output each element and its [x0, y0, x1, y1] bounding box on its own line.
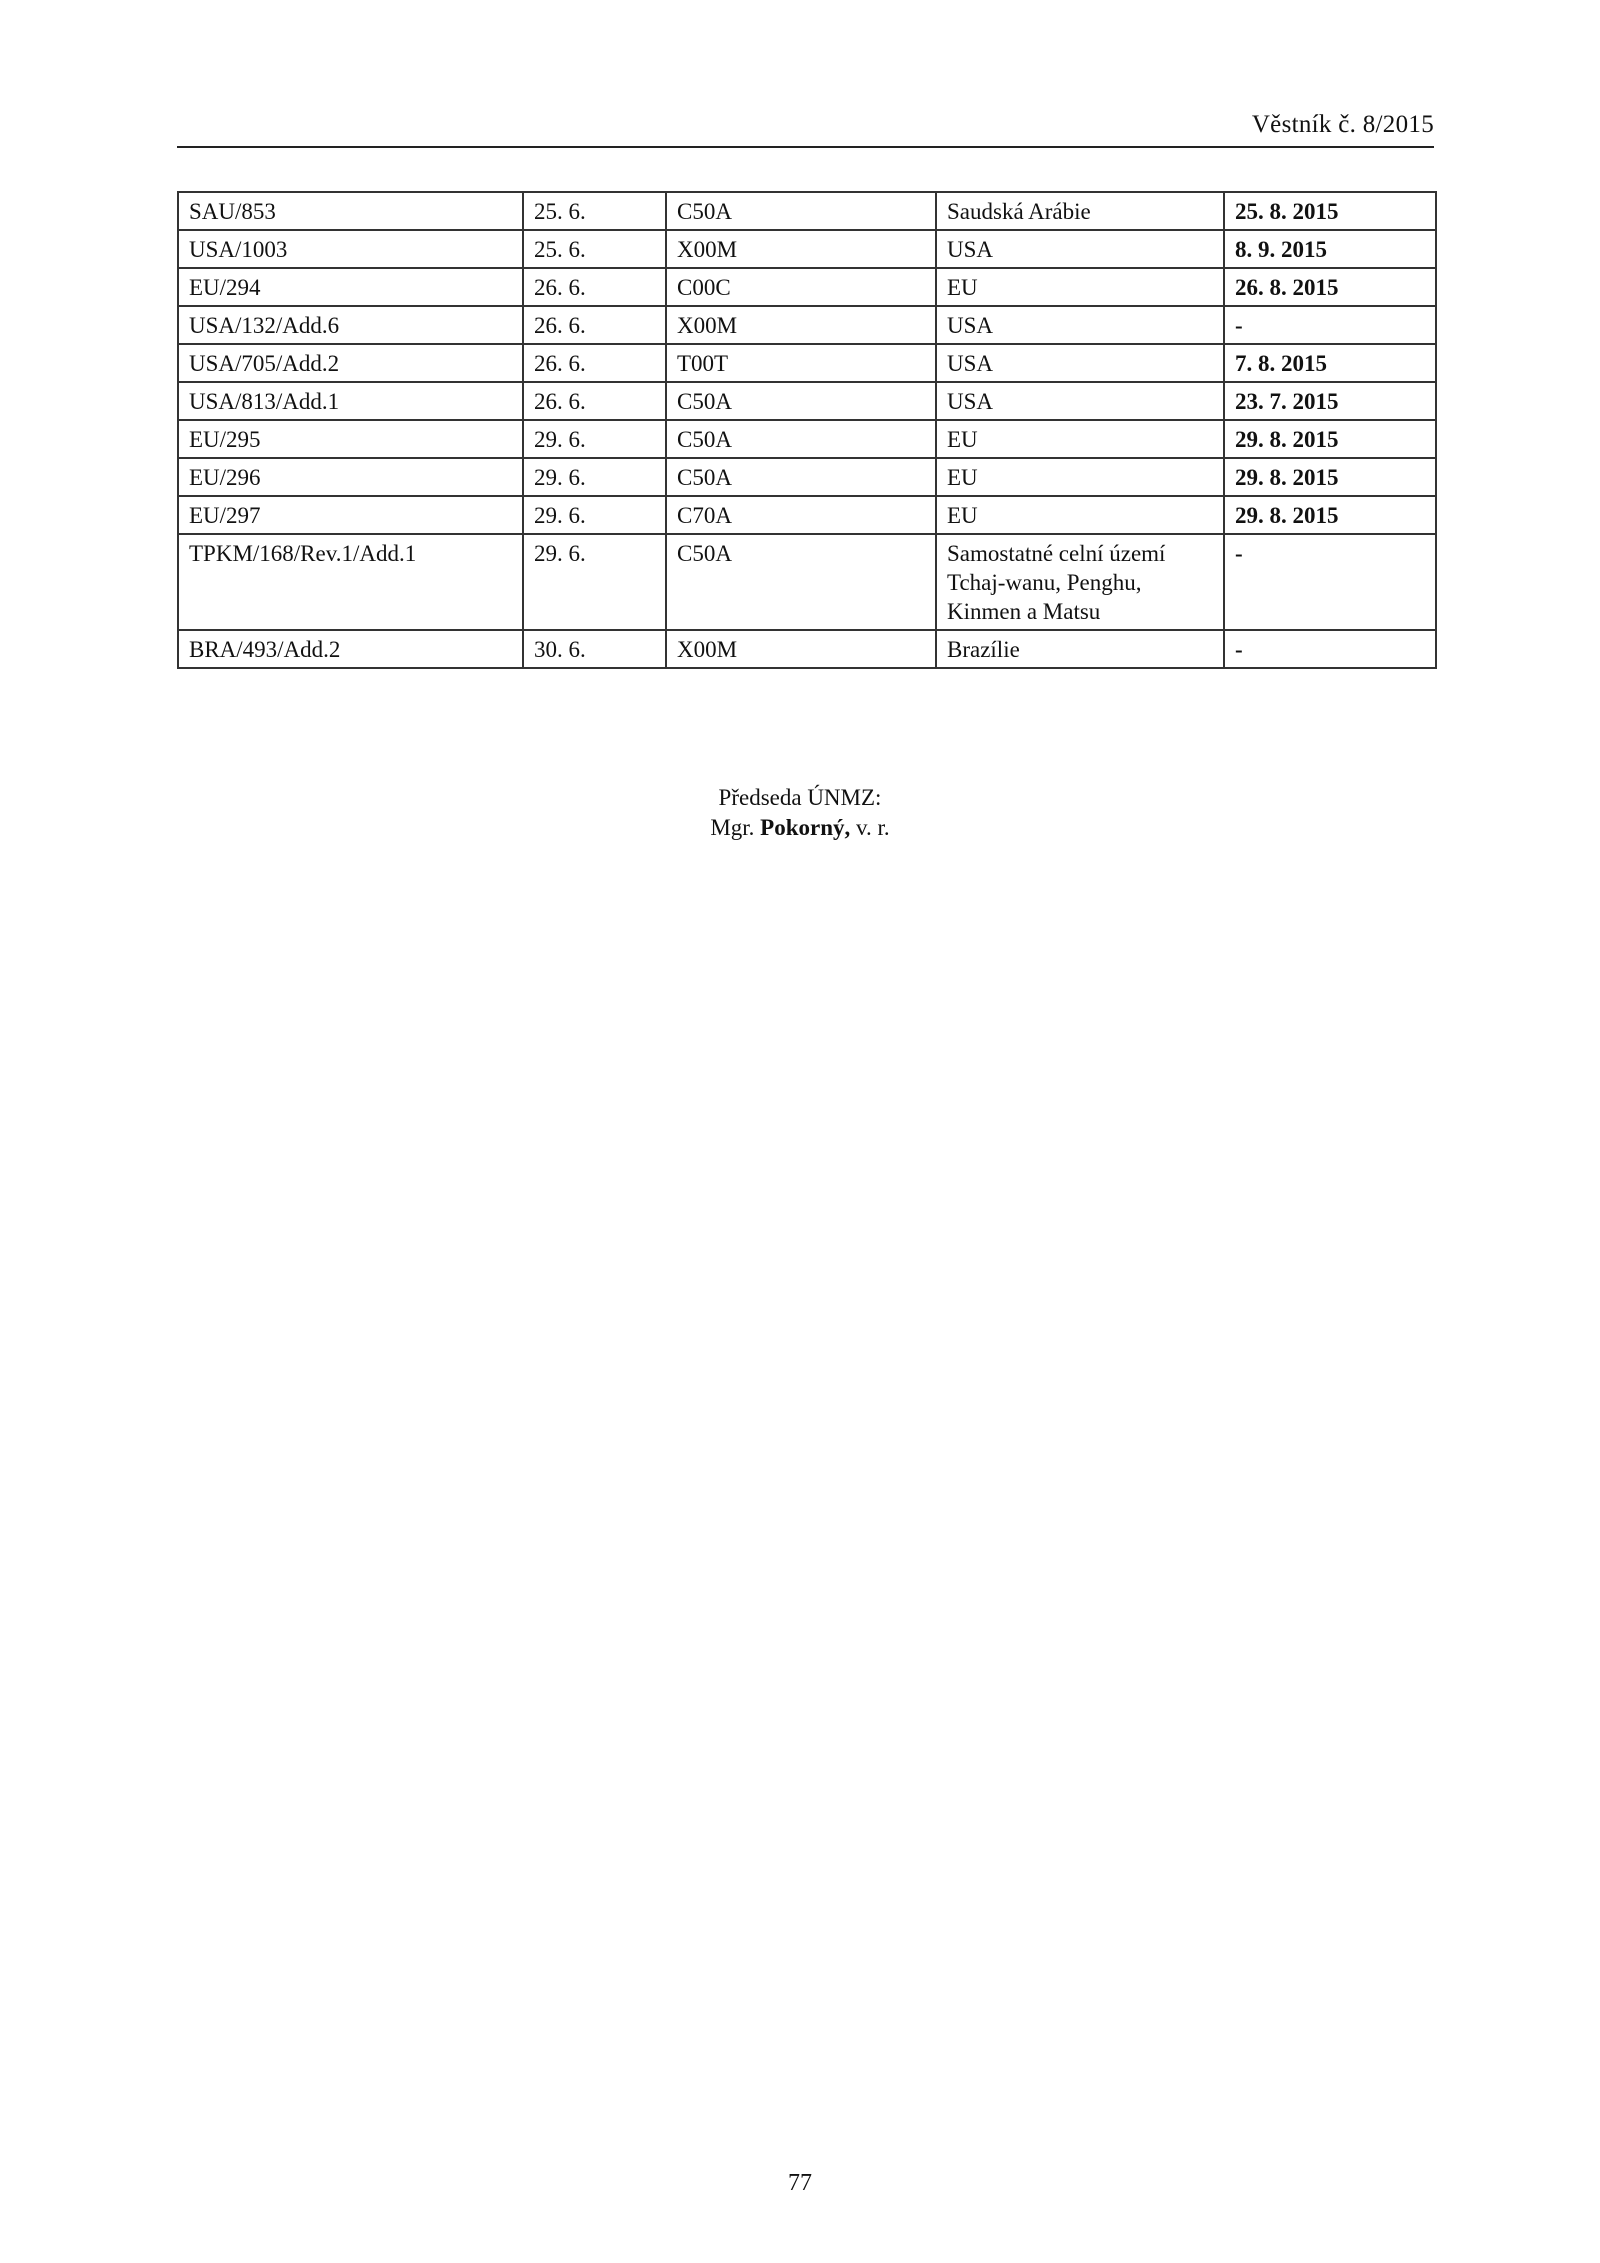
country-cell: USA — [936, 230, 1224, 268]
country-cell: EU — [936, 496, 1224, 534]
notification-id-cell: USA/1003 — [178, 230, 523, 268]
table-row — [178, 306, 1436, 344]
table-row — [178, 268, 1436, 306]
code-cell: C00C — [666, 268, 936, 306]
notification-id-cell: USA/813/Add.1 — [178, 382, 523, 420]
table-row — [178, 534, 1436, 630]
date-cell: 26. 6. — [523, 268, 666, 306]
deadline-cell: 25. 8. 2015 — [1224, 192, 1436, 230]
code-cell: X00M — [666, 306, 936, 344]
country-line: Tchaj-wanu, Penghu, — [947, 570, 1142, 595]
country-line: Samostatné celní území — [947, 541, 1166, 566]
table-row — [178, 344, 1436, 382]
country-cell: USA — [936, 382, 1224, 420]
notification-id-cell: EU/297 — [178, 496, 523, 534]
page-number: 77 — [788, 2170, 812, 2196]
deadline-cell: - — [1224, 534, 1436, 630]
country-cell: EU — [936, 268, 1224, 306]
country-cell: Brazílie — [936, 630, 1224, 668]
country-cell: EU — [936, 420, 1224, 458]
notification-id-cell: USA/132/Add.6 — [178, 306, 523, 344]
signature-block — [0, 783, 1600, 843]
notification-table — [177, 191, 1437, 669]
country-cell: Saudská Arábie — [936, 192, 1224, 230]
code-cell: C70A — [666, 496, 936, 534]
date-cell: 26. 6. — [523, 344, 666, 382]
date-cell: 29. 6. — [523, 458, 666, 496]
code-cell: X00M — [666, 630, 936, 668]
date-cell: 26. 6. — [523, 306, 666, 344]
table-row — [178, 382, 1436, 420]
date-cell: 26. 6. — [523, 382, 666, 420]
country-cell: EU — [936, 458, 1224, 496]
country-line: Kinmen a Matsu — [947, 599, 1101, 624]
table-row — [178, 496, 1436, 534]
date-cell: 29. 6. — [523, 534, 666, 630]
deadline-cell: 29. 8. 2015 — [1224, 420, 1436, 458]
deadline-cell: - — [1224, 630, 1436, 668]
notification-id-cell: EU/296 — [178, 458, 523, 496]
deadline-cell: 29. 8. 2015 — [1224, 496, 1436, 534]
date-cell: 30. 6. — [523, 630, 666, 668]
deadline-cell: 29. 8. 2015 — [1224, 458, 1436, 496]
table-row — [178, 192, 1436, 230]
notification-id-cell: EU/295 — [178, 420, 523, 458]
deadline-cell: 23. 7. 2015 — [1224, 382, 1436, 420]
code-cell: C50A — [666, 534, 936, 630]
country-cell: USA — [936, 306, 1224, 344]
table-row — [178, 230, 1436, 268]
signatory-name: Pokorný, — [760, 815, 851, 840]
page-header — [177, 110, 1434, 148]
table-row — [178, 630, 1436, 668]
deadline-cell: 26. 8. 2015 — [1224, 268, 1436, 306]
code-cell: C50A — [666, 192, 936, 230]
deadline-cell: 7. 8. 2015 — [1224, 344, 1436, 382]
signatory-role: Předseda ÚNMZ: — [718, 785, 882, 810]
signatory-title: Mgr. — [710, 815, 755, 840]
date-cell: 29. 6. — [523, 496, 666, 534]
bulletin-title: Věstník č. 8/2015 — [1251, 111, 1434, 138]
date-cell: 25. 6. — [523, 192, 666, 230]
deadline-cell: 8. 9. 2015 — [1224, 230, 1436, 268]
notification-id-cell: BRA/493/Add.2 — [178, 630, 523, 668]
notification-id-cell: EU/294 — [178, 268, 523, 306]
table-row — [178, 420, 1436, 458]
deadline-cell: - — [1224, 306, 1436, 344]
country-cell: USA — [936, 344, 1224, 382]
code-cell: X00M — [666, 230, 936, 268]
code-cell: C50A — [666, 458, 936, 496]
signatory-suffix: v. r. — [856, 815, 890, 840]
notification-id-cell: SAU/853 — [178, 192, 523, 230]
code-cell: C50A — [666, 382, 936, 420]
table-row — [178, 458, 1436, 496]
country-cell — [936, 534, 1224, 630]
code-cell: C50A — [666, 420, 936, 458]
date-cell: 25. 6. — [523, 230, 666, 268]
notification-id-cell: TPKM/168/Rev.1/Add.1 — [178, 534, 523, 630]
signatory-line — [0, 813, 1600, 843]
code-cell: T00T — [666, 344, 936, 382]
notification-id-cell: USA/705/Add.2 — [178, 344, 523, 382]
date-cell: 29. 6. — [523, 420, 666, 458]
